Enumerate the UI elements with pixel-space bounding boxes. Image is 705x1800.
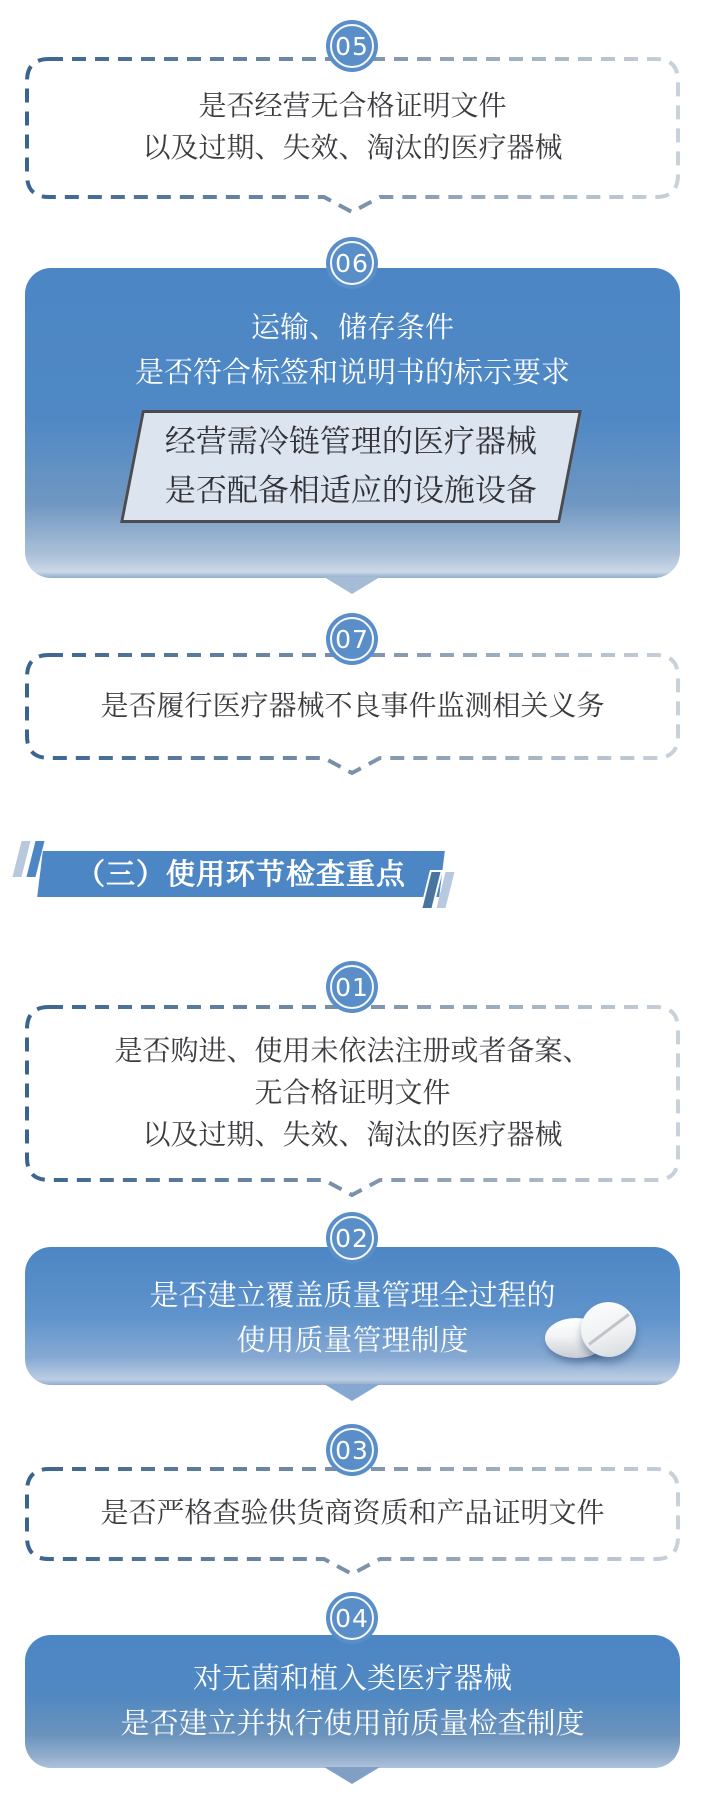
text-line: 运输、储存条件 (250, 310, 454, 344)
text-line: 是否经营无合格证明文件 (198, 89, 507, 122)
cold-chain-callout-text (165, 418, 537, 516)
step-number-badge (326, 1212, 378, 1264)
text-line: 是否符合标签和说明书的标示要求 (134, 355, 570, 389)
text-line: 是否购进、使用未依法注册或者备案、 (114, 1033, 591, 1067)
text-line: 是否建立并执行使用前质量检查制度 (120, 1706, 585, 1740)
section-header-banner (37, 851, 445, 897)
text-line: 对无菌和植入类医疗器械 (192, 1661, 512, 1695)
text-line: 经营需冷链管理的医疗器械 (165, 423, 537, 460)
step-05-box (25, 57, 680, 197)
step-number-badge (326, 613, 378, 665)
step-number-badge (326, 237, 378, 289)
step-07-text (25, 653, 680, 758)
step-number: 07 (335, 624, 369, 654)
step-04-text (25, 1635, 680, 1746)
step-number-badge (326, 1592, 378, 1644)
step-03-box (25, 1467, 680, 1559)
step-number-badge (326, 1424, 378, 1476)
text-line: 以及过期、失效、淘汰的医疗器械 (142, 131, 563, 164)
step-number: 04 (335, 1603, 369, 1633)
step-number: 01 (335, 972, 369, 1002)
step-04-box (25, 1635, 680, 1768)
pills-icon (545, 1302, 637, 1366)
step-07-box (25, 653, 680, 758)
step-number-badge (326, 20, 378, 72)
box-bottom-arrow (324, 1384, 380, 1401)
step-number-badge (326, 961, 378, 1013)
step-06-box (25, 268, 680, 578)
text-line: 使用质量管理制度 (236, 1323, 469, 1357)
step-number: 02 (335, 1223, 369, 1253)
box-bottom-arrow (324, 577, 380, 594)
step-03-text (25, 1467, 680, 1559)
box-bottom-arrow (324, 1767, 380, 1784)
text-line: 是否严格查验供货商资质和产品证明文件 (100, 1496, 605, 1529)
step-01-box (25, 1005, 680, 1180)
text-line: 无合格证明文件 (254, 1075, 451, 1109)
step-05-text (25, 57, 680, 197)
text-line: 是否配备相适应的设施设备 (165, 472, 537, 509)
text-line: 是否建立覆盖质量管理全过程的 (149, 1278, 556, 1312)
step-01-text (25, 1005, 680, 1180)
cold-chain-callout (120, 410, 582, 523)
text-line: 是否履行医疗器械不良事件监测相关义务 (100, 688, 605, 722)
section-header-title: （三）使用环节检查重点 (75, 857, 406, 891)
text-line: 以及过期、失效、淘汰的医疗器械 (142, 1117, 563, 1151)
step-number: 06 (335, 248, 369, 278)
step-number: 03 (335, 1435, 369, 1465)
step-number: 05 (335, 31, 369, 61)
